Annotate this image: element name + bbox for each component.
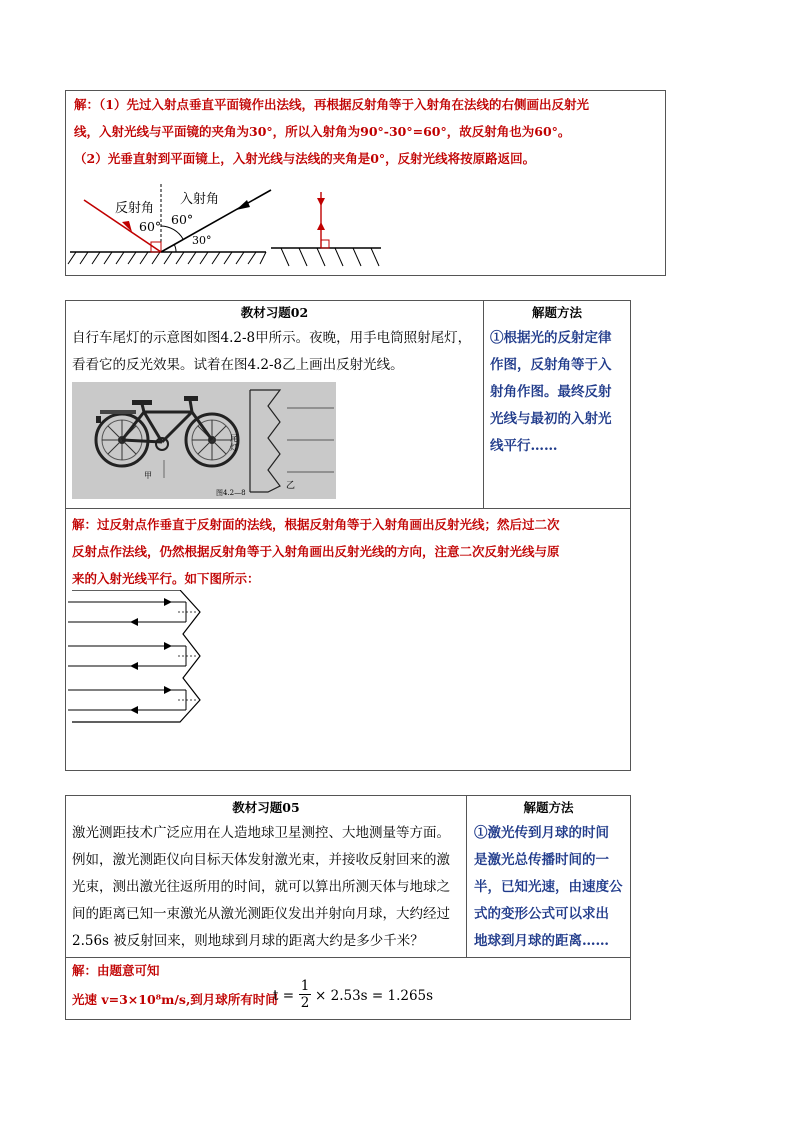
solution-02-line-3: 来的入射光线平行。如下图所示： — [72, 571, 260, 586]
method-05-line-5: 地球到月球的距离…… — [474, 933, 609, 949]
method-02-line-3: 射角作图。最终反射 — [490, 384, 612, 400]
solution-1-line-3: （2）光垂直射到平面镜上，入射光线与法线的夹角是0°，反射光线将按原路返回。 — [74, 151, 536, 166]
solution-05-line-1: 解：由题意可知 — [72, 963, 160, 978]
figure-jia-label: 甲 — [144, 471, 152, 480]
exercise-05-text-2: 例如，激光测距仪向目标天体发射激光束，并接收反射回来的激 — [72, 852, 450, 868]
figure-yi-label: 乙 — [286, 481, 296, 491]
exercise-05-text-3: 光束，测出激光往返所用的时间，就可以算出所测天体与地球之 — [72, 879, 450, 895]
exercise-05-text-1: 激光测距技术广泛应用在人造地球卫星测控、大地测量等方面。 — [72, 825, 450, 841]
angle-left-label: 60° — [139, 219, 162, 234]
angle-mirror-label: 30° — [192, 234, 212, 247]
exercise-05-title: 教材习题05 — [232, 800, 300, 815]
incident-angle-label: 入射角 — [180, 192, 220, 207]
tail-light-label: 尾灯 — [230, 434, 238, 452]
figure-caption: 图4.2—8 — [216, 489, 246, 497]
method-02-line-1: ①根据光的反射定律 — [490, 330, 612, 346]
method-05-line-2: 是激光总传播时间的一 — [474, 852, 609, 868]
divider — [65, 508, 631, 509]
exercise-02-text-1: 自行车尾灯的示意图如图4.2-8甲所示。夜晚，用手电筒照射尾灯， — [72, 330, 472, 346]
method-02-title: 解题方法 — [531, 305, 582, 320]
formula-fraction — [299, 978, 311, 1012]
solution-02-line-2: 反射点作法线，仍然根据反射角等于入射角画出反射光线的方向，注意二次反射光线与原 — [72, 544, 560, 559]
exercise-05-text-4: 间的距离已知一束激光从激光测距仪发出并射向月球，大约经过 — [72, 906, 450, 922]
solution-1-line-1: 解：（1）先过入射点垂直平面镜作出法线，再根据反射角等于入射角在法线的右侧画出反射光 — [74, 97, 589, 112]
exercise-02-text-2: 看看它的反光效果。试着在图4.2-8乙上画出反射光线。 — [72, 357, 404, 373]
formula-rhs: × 2.53s = 1.265s — [315, 988, 434, 1004]
solution-05-line-2: 光速 v=3×10⁸m/s,到月球所有时间 — [72, 992, 278, 1007]
method-05-title: 解题方法 — [523, 800, 574, 815]
method-05-line-4: 式的变形公式可以求出 — [474, 906, 609, 922]
angle-right-label: 60° — [171, 212, 194, 227]
method-02-line-5: 线平行…… — [490, 438, 558, 454]
reflector-ray-diagram — [68, 590, 218, 740]
divider — [466, 795, 467, 958]
method-05-line-3: 半，已知光速，由速度公 — [474, 879, 623, 895]
formula-lhs: t = — [273, 988, 295, 1004]
reflect-angle-label: 反射角 — [115, 201, 155, 216]
solution-02-line-1: 解：过反射点作垂直于反射面的法线，根据反射角等于入射角画出反射光线；然后过二次 — [72, 517, 560, 532]
bicycle-figure — [72, 382, 336, 499]
formula-denominator: 2 — [300, 995, 310, 1011]
method-02-line-2: 作图，反射角等于入 — [490, 357, 612, 373]
exercise-02-title: 教材习题02 — [240, 305, 309, 320]
method-02-line-4: 光线与最初的入射光 — [490, 411, 612, 427]
exercise-05-text-5: 2.56s 被反射回来，则地球到月球的距离大约是多少千米？ — [72, 933, 424, 949]
solution-1-line-2: 线，入射光线与平面镜的夹角为30°，所以入射角为90°-30°=60°，故反射角也为60°。 — [74, 124, 571, 139]
divider — [483, 300, 484, 509]
formula-numerator: 1 — [300, 978, 310, 994]
method-05-line-1: ①激光传到月球的时间 — [474, 825, 609, 841]
